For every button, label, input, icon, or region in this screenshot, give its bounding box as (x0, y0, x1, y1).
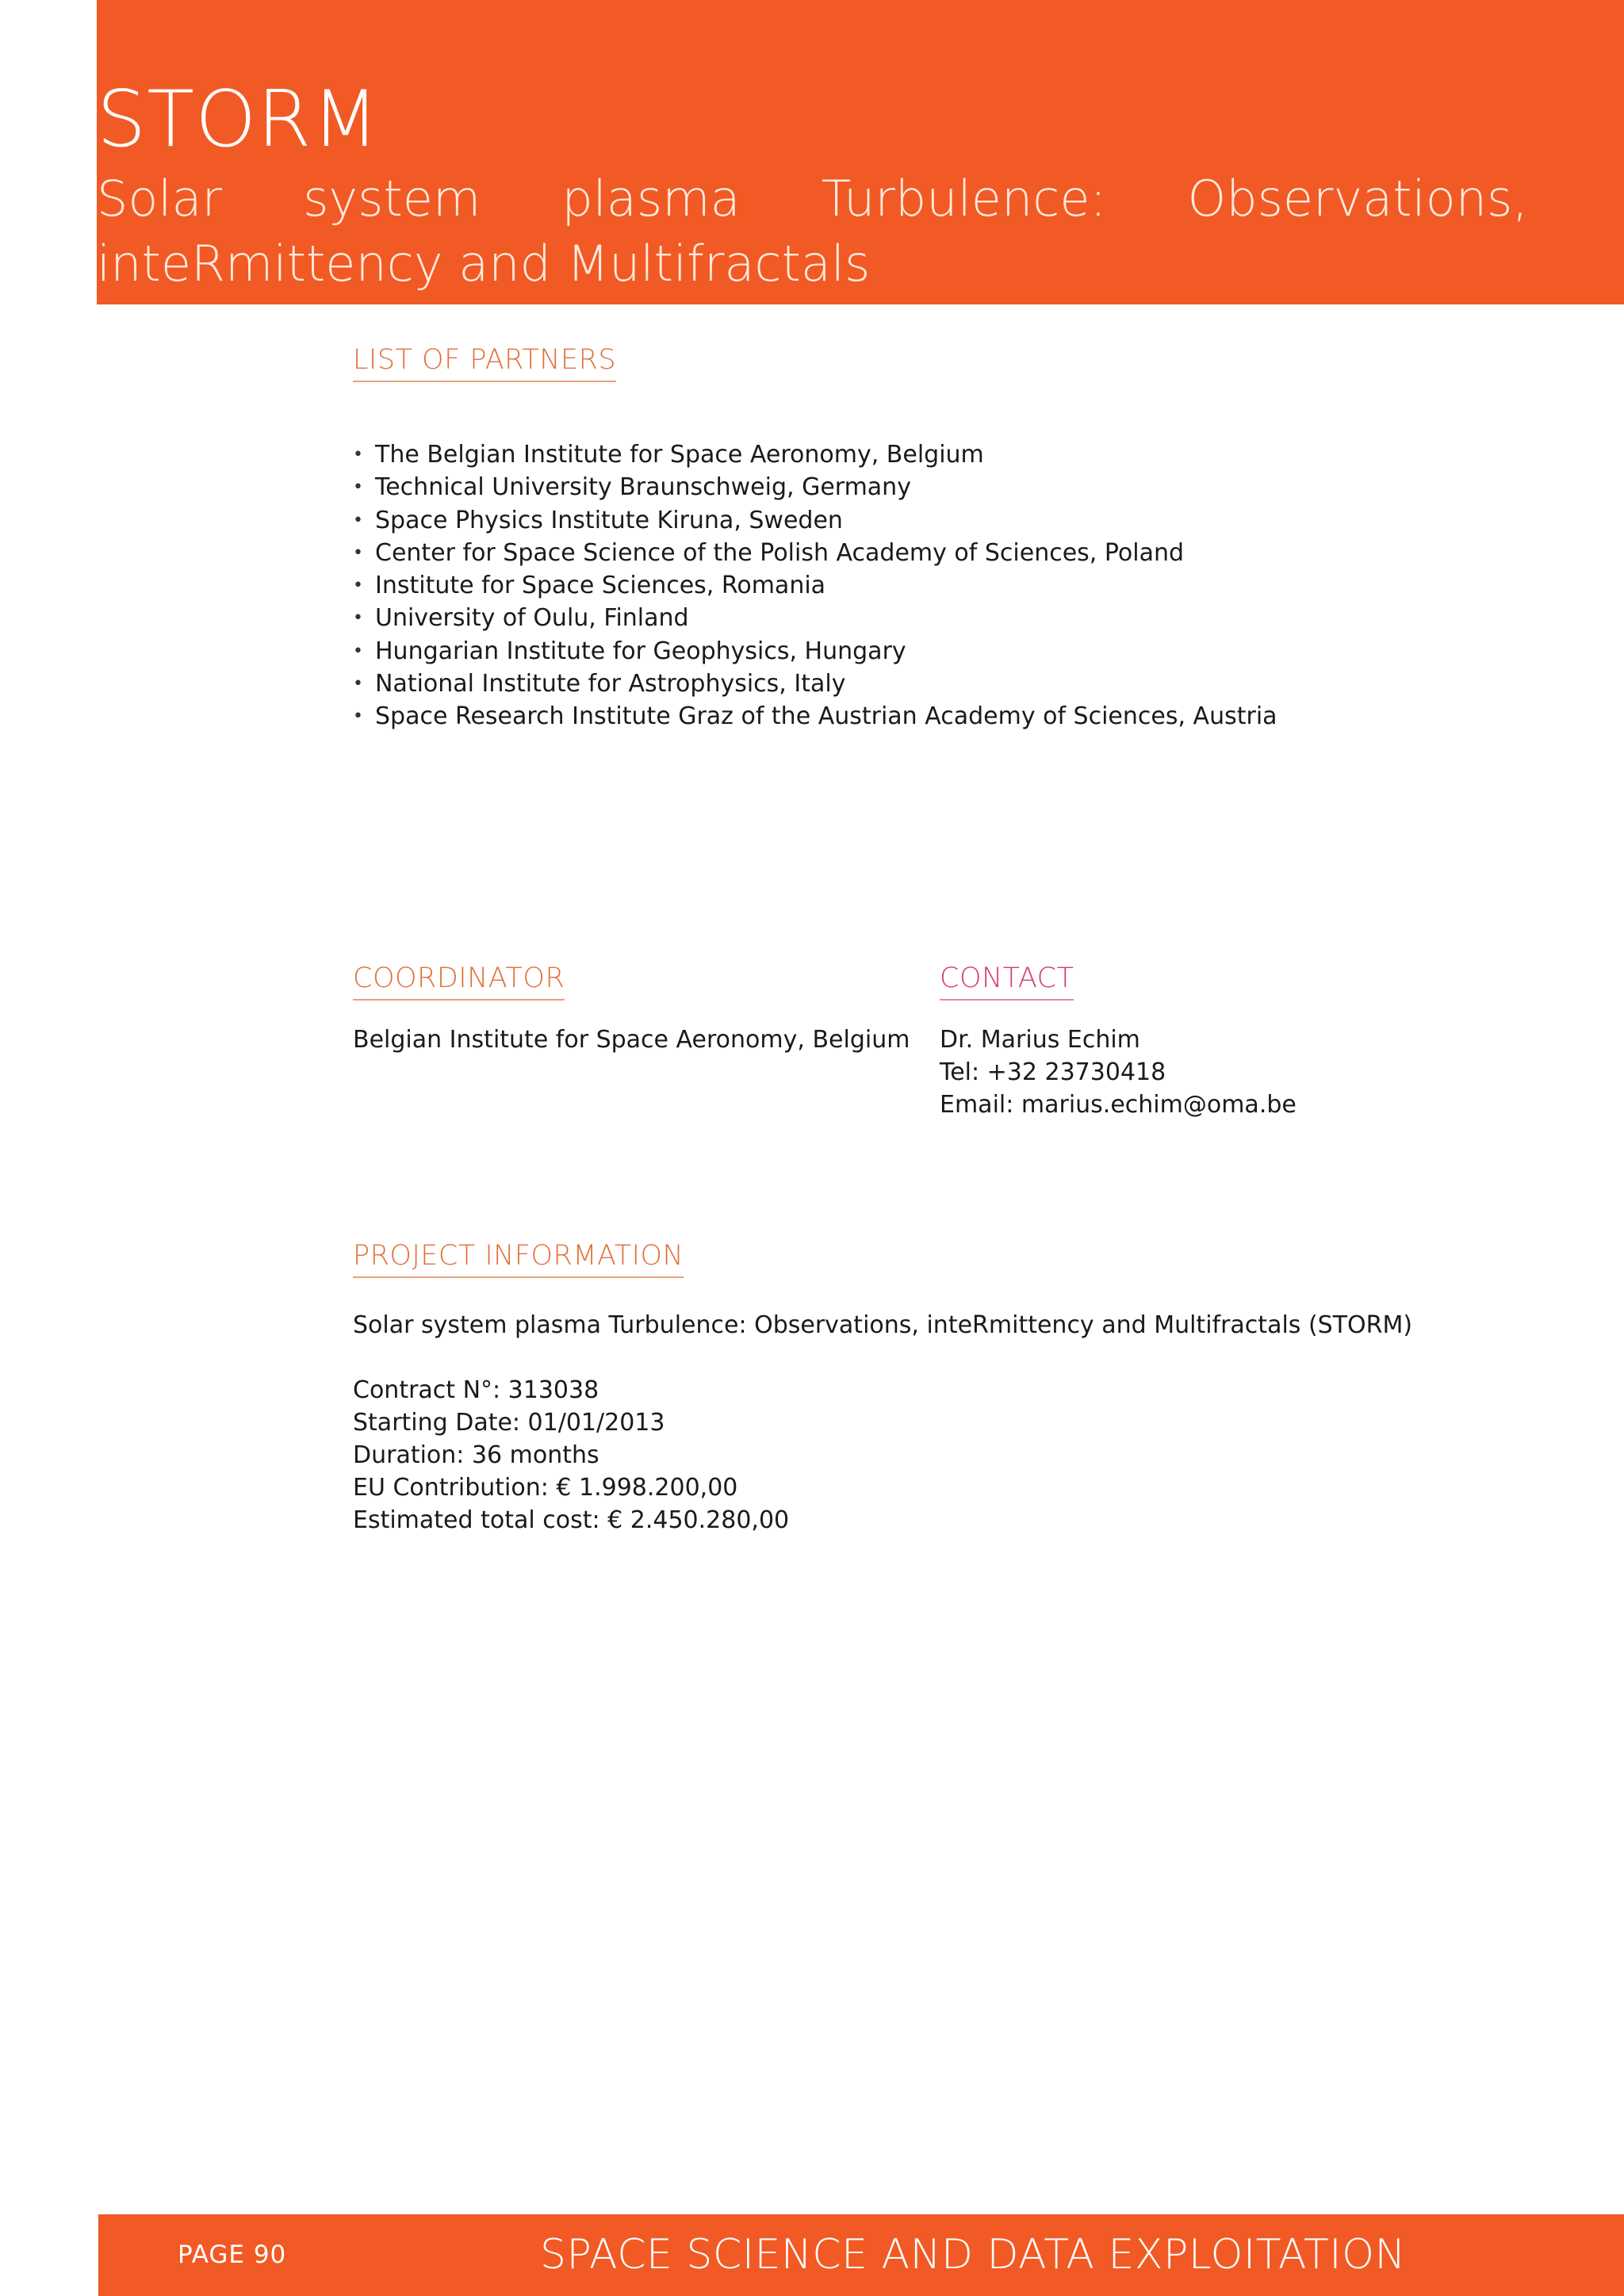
list-item (353, 668, 1277, 700)
duration: Duration: 36 months (353, 1441, 599, 1469)
page-number: PAGE 90 (178, 2241, 287, 2269)
estimated-total-cost: Estimated total cost: € 2.450.280,00 (353, 1506, 790, 1534)
list-item (353, 602, 1277, 634)
coordinator-text: Belgian Institute for Space Aeronomy, Belgium (353, 1026, 910, 1054)
partners-list (353, 438, 1277, 733)
bullet: • (353, 542, 363, 563)
partner-name: Institute for Space Sciences, Romania (375, 572, 826, 600)
bullet: • (353, 706, 363, 727)
bullet: • (353, 674, 363, 695)
partner-name: Hungarian Institute for Geophysics, Hungary (375, 637, 906, 665)
contact-heading: CONTACT (940, 959, 1074, 1001)
bullet: • (353, 445, 363, 465)
header-banner (97, 0, 1624, 304)
starting-date: Starting Date: 01/01/2013 (353, 1409, 665, 1437)
bullet: • (353, 608, 363, 629)
footer-section-title: SPACE SCIENCE AND DATA EXPLOITATION (540, 2231, 1406, 2279)
partner-name: University of Oulu, Finland (375, 604, 689, 633)
page-title: STORM (97, 75, 380, 165)
bullet: • (353, 576, 363, 596)
list-item (353, 471, 1277, 503)
list-item (353, 504, 1277, 537)
list-item (353, 635, 1277, 668)
partner-name: Center for Space Science of the Polish Academy of Sciences, Poland (375, 538, 1185, 567)
contact-tel: Tel: +32 23730418 (940, 1058, 1166, 1086)
footer-banner (98, 2214, 1624, 2296)
project-full-title: Solar system plasma Turbulence: Observations, inteRmittency and Multifractals (STORM) (353, 1311, 1413, 1339)
partner-name: Space Physics Institute Kiruna, Sweden (375, 506, 843, 534)
partner-name: National Institute for Astrophysics, Italy (375, 670, 846, 698)
list-item (353, 438, 1277, 471)
bullet: • (353, 641, 363, 661)
list-item (353, 569, 1277, 602)
partner-name: Technical University Braunschweig, Germany (375, 473, 911, 502)
contact-email: Email: marius.echim@oma.be (940, 1091, 1297, 1119)
contract-number: Contract N°: 313038 (353, 1376, 599, 1404)
bullet: • (353, 477, 363, 498)
partners-heading: LIST OF PARTNERS (353, 341, 616, 382)
partner-name: The Belgian Institute for Space Aeronomy, Belgium (375, 441, 984, 469)
page-subtitle: Solar system plasma Turbulence: Observations, inteRmittency and Multifractals (97, 170, 1528, 293)
list-item (353, 537, 1277, 569)
list-item (353, 700, 1277, 733)
bullet: • (353, 510, 363, 530)
coordinator-heading: COORDINATOR (353, 959, 565, 1001)
project-heading: PROJECT INFORMATION (353, 1237, 684, 1278)
partner-name: Space Research Institute Graz of the Austrian Academy of Sciences, Austria (375, 702, 1277, 731)
eu-contribution: EU Contribution: € 1.998.200,00 (353, 1474, 738, 1502)
contact-name: Dr. Marius Echim (940, 1026, 1140, 1054)
